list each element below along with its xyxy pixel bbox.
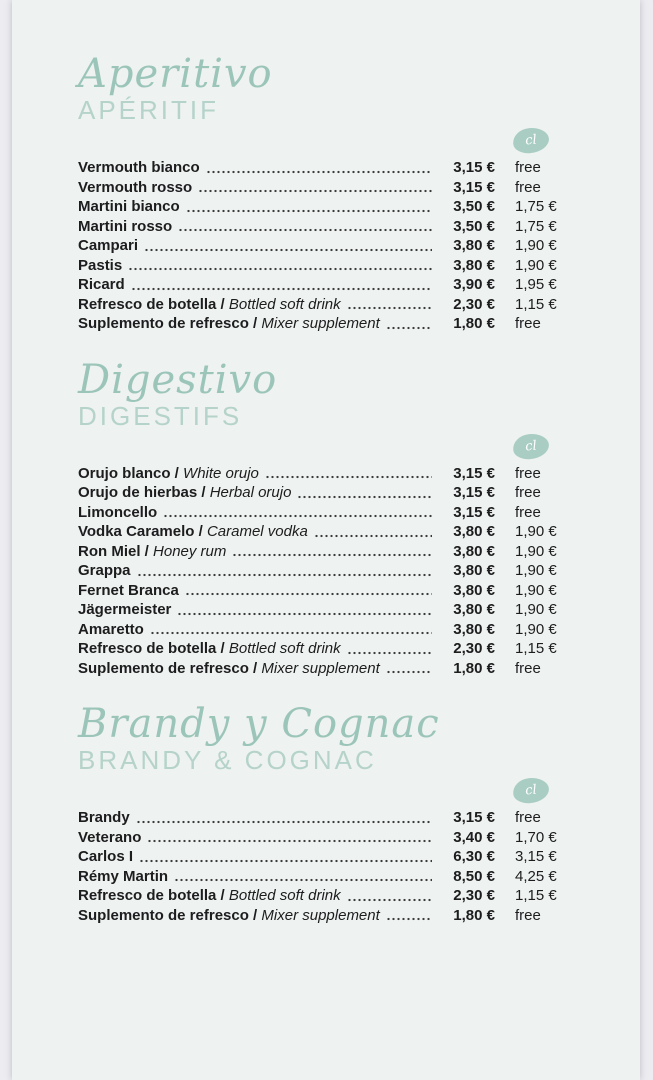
item-price: 1,80 € [453, 906, 495, 924]
section-title-script: Aperitivo [78, 51, 273, 97]
item-name-separator: / [194, 523, 207, 540]
dotted-leader [297, 483, 432, 503]
menu-row [78, 295, 567, 315]
dotted-leader [147, 828, 432, 848]
measure-badge-row [78, 778, 567, 808]
item-half-price: free [515, 484, 541, 501]
section-title-caps: DIGESTIFS [78, 400, 243, 431]
section-title-caps: BRANDY & COGNAC [78, 745, 377, 775]
item-half-price: 1,90 € [515, 562, 557, 579]
item-name: Orujo de hierbas [78, 484, 198, 501]
item-half-price: 1,90 € [515, 523, 557, 540]
item-name: Limoncello [78, 503, 158, 521]
item-price: 3,80 € [453, 256, 495, 274]
item-name-separator: / [140, 542, 154, 560]
item-name: Brandy [78, 809, 130, 826]
menu-content [12, 0, 640, 925]
item-half-price: 1,95 € [515, 276, 557, 293]
dotted-leader [128, 256, 432, 276]
item-price: 3,15 € [453, 178, 495, 196]
item-name: Ricard [78, 276, 125, 293]
dotted-leader [232, 542, 432, 562]
menu-row [78, 808, 567, 828]
item-price: 1,80 € [453, 659, 495, 677]
item-name: Pastis [78, 256, 123, 274]
section-aperitif [78, 52, 567, 334]
dotted-leader [185, 581, 432, 601]
item-price: 3,15 € [453, 809, 495, 826]
item-half-price: 1,15 € [515, 640, 557, 657]
item-name-separator: / [170, 464, 184, 482]
item-price: 3,80 € [453, 542, 495, 560]
menu-row [78, 503, 567, 523]
item-half-price: free [515, 178, 541, 196]
item-name: Refresco de botella [78, 887, 217, 904]
cl-badge-label: cl [524, 782, 538, 799]
item-name: Suplemento de refresco [78, 906, 249, 924]
dotted-leader [186, 197, 432, 217]
menu-row [78, 581, 567, 601]
item-half-price: 1,15 € [515, 295, 557, 313]
item-price: 3,80 € [453, 620, 495, 638]
item-price: 3,50 € [453, 198, 495, 215]
item-name-separator: / [248, 906, 262, 924]
item-half-price: free [515, 659, 541, 677]
item-half-price: 1,90 € [515, 237, 557, 254]
item-name: Suplemento de refresco [78, 315, 249, 332]
item-name: Carlos I [78, 848, 134, 865]
item-name: Campari [78, 237, 139, 254]
dotted-leader [265, 464, 432, 484]
item-name: Amaretto [78, 620, 144, 638]
item-half-price: 3,15 € [515, 848, 557, 865]
dotted-leader [137, 561, 432, 581]
item-name-separator: / [216, 640, 229, 657]
item-half-price: free [515, 906, 541, 924]
menu-row [78, 314, 567, 334]
menu-row [78, 275, 567, 295]
menu-row [78, 464, 567, 484]
item-name: Ron Miel [78, 542, 141, 560]
item-half-price: 1,15 € [515, 887, 557, 904]
item-name: Veterano [78, 828, 142, 846]
item-half-price: free [515, 503, 541, 521]
item-name-translation: Mixer supplement [261, 906, 380, 924]
item-name-translation: Mixer supplement [261, 659, 380, 677]
item-half-price: 1,75 € [515, 217, 557, 235]
item-half-price: 1,90 € [515, 256, 557, 274]
dotted-leader [386, 906, 432, 926]
section-digestifs [78, 358, 567, 679]
menu-row [78, 828, 567, 848]
item-name: Vermouth rosso [78, 178, 193, 196]
menu-row [78, 158, 567, 178]
dotted-leader [177, 600, 432, 620]
item-name-translation: Honey rum [153, 542, 227, 560]
menu-row [78, 847, 567, 867]
item-name: Refresco de botella [78, 640, 217, 657]
menu-row [78, 483, 567, 503]
dotted-leader [139, 847, 432, 867]
item-name-translation: Herbal orujo [209, 484, 292, 501]
menu-row [78, 522, 567, 542]
item-name: Suplemento de refresco [78, 659, 249, 677]
dotted-leader [314, 522, 432, 542]
item-price: 3,80 € [453, 562, 495, 579]
dotted-leader [198, 178, 432, 198]
item-name-separator: / [248, 659, 262, 677]
dotted-leader [347, 886, 432, 906]
menu-row [78, 886, 567, 906]
item-price: 2,30 € [453, 295, 495, 313]
item-price: 3,15 € [453, 464, 495, 482]
dotted-leader [386, 659, 432, 679]
dotted-leader [136, 808, 432, 828]
item-half-price: 4,25 € [515, 867, 557, 885]
item-name: Jägermeister [78, 601, 172, 618]
section-brandy-cognac [78, 702, 567, 925]
item-half-price: free [515, 315, 541, 332]
menu-rows [78, 158, 567, 334]
item-name: Martini rosso [78, 217, 173, 235]
cl-badge-label: cl [524, 132, 538, 149]
menu-row [78, 561, 567, 581]
section-title-caps: APÉRITIF [78, 95, 220, 125]
menu-row [78, 867, 567, 887]
item-name-separator: / [216, 295, 229, 313]
item-half-price: 1,90 € [515, 542, 557, 560]
item-name-separator: / [197, 484, 210, 501]
menu-row [78, 639, 567, 659]
item-name: Fernet Branca [78, 581, 179, 599]
item-half-price: free [515, 159, 541, 176]
menu-row [78, 197, 567, 217]
item-price: 8,50 € [453, 867, 495, 885]
item-half-price: free [515, 809, 541, 826]
dotted-leader [386, 314, 432, 334]
item-price: 2,30 € [453, 640, 495, 657]
item-name-translation: Bottled soft drink [228, 887, 341, 904]
item-price: 6,30 € [453, 848, 495, 865]
item-price: 1,80 € [453, 315, 495, 332]
item-price: 2,30 € [453, 887, 495, 904]
item-half-price: 1,90 € [515, 581, 557, 599]
menu-row [78, 217, 567, 237]
item-price: 3,80 € [453, 523, 495, 540]
item-price: 3,15 € [453, 503, 495, 521]
menu-rows [78, 464, 567, 679]
item-name-translation: Caramel vodka [206, 523, 308, 540]
section-title-script: Digestivo [78, 356, 278, 403]
dotted-leader [144, 236, 432, 256]
item-name: Martini bianco [78, 198, 180, 215]
item-name: Vodka Caramelo [78, 523, 195, 540]
item-half-price: 1,70 € [515, 828, 557, 846]
dotted-leader [150, 620, 432, 640]
item-half-price: 1,75 € [515, 198, 557, 215]
item-half-price: 1,90 € [515, 620, 557, 638]
item-name-translation: Bottled soft drink [228, 640, 341, 657]
item-name-translation: White orujo [183, 464, 259, 482]
measure-badge-row [78, 128, 567, 158]
item-name: Orujo blanco [78, 464, 171, 482]
item-half-price: 1,90 € [515, 601, 557, 618]
dotted-leader [347, 295, 432, 315]
item-name: Vermouth bianco [78, 159, 200, 176]
dotted-leader [163, 503, 432, 523]
section-title-script: Brandy y Cognac [78, 701, 440, 747]
dotted-leader [206, 158, 432, 178]
item-price: 3,90 € [453, 276, 495, 293]
menu-row [78, 256, 567, 276]
cl-badge-icon [512, 126, 550, 154]
item-name-translation: Mixer supplement [261, 315, 380, 332]
item-price: 3,50 € [453, 217, 495, 235]
cl-badge-icon [512, 776, 550, 804]
item-half-price: free [515, 464, 541, 482]
cl-badge-label: cl [524, 438, 538, 454]
item-name: Grappa [78, 562, 131, 579]
dotted-leader [174, 867, 432, 887]
dotted-leader [178, 217, 432, 237]
item-price: 3,80 € [453, 601, 495, 618]
menu-page [12, 0, 640, 1080]
item-price: 3,80 € [453, 581, 495, 599]
menu-row [78, 659, 567, 679]
item-price: 3,15 € [453, 159, 495, 176]
item-name-translation: Bottled soft drink [228, 295, 341, 313]
item-price: 3,15 € [453, 484, 495, 501]
menu-row [78, 600, 567, 620]
cl-badge-icon [512, 432, 550, 460]
menu-row [78, 236, 567, 256]
item-price: 3,80 € [453, 237, 495, 254]
item-name-separator: / [248, 315, 262, 332]
menu-row [78, 542, 567, 562]
item-name: Rémy Martin [78, 867, 169, 885]
menu-row [78, 178, 567, 198]
dotted-leader [131, 275, 432, 295]
item-name: Refresco de botella [78, 295, 217, 313]
menu-rows [78, 808, 567, 925]
item-name-separator: / [216, 887, 229, 904]
dotted-leader [347, 639, 432, 659]
menu-row [78, 906, 567, 926]
menu-row [78, 620, 567, 640]
item-price: 3,40 € [453, 828, 495, 846]
measure-badge-row [78, 434, 567, 464]
